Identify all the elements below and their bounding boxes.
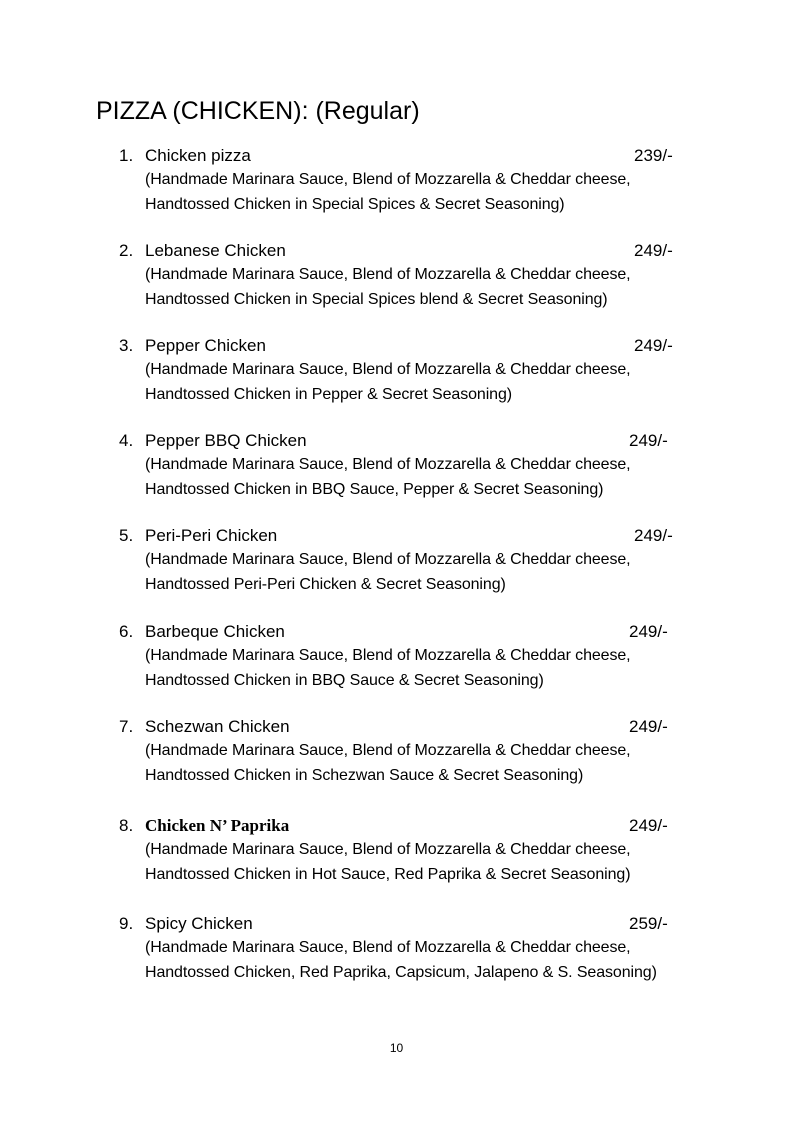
description-line: (Handmade Marinara Sauce, Blend of Mozzarella & Cheddar cheese, [145,456,631,473]
menu-item-spicy-chicken [0,913,793,988]
item-price: 239/- [634,146,673,165]
description-line: (Handmade Marinara Sauce, Blend of Mozzarella & Cheddar cheese, [145,551,631,568]
item-description [145,738,631,788]
item-number: 2. [119,241,134,260]
menu-item-chicken-n-paprika [0,815,793,890]
item-name: Chicken pizza [145,146,251,165]
description-line: Handtossed Peri-Peri Chicken & Secret Seasoning) [145,576,506,593]
item-name: Barbeque Chicken [145,622,285,641]
description-line: (Handmade Marinara Sauce, Blend of Mozzarella & Cheddar cheese, [145,361,631,378]
page-number: 10 [389,1041,404,1055]
item-number: 5. [119,526,134,545]
item-number: 7. [119,717,134,736]
description-line: (Handmade Marinara Sauce, Blend of Mozzarella & Cheddar cheese, [145,647,631,664]
item-price: 249/- [629,717,668,736]
description-line: (Handmade Marinara Sauce, Blend of Mozzarella & Cheddar cheese, [145,266,631,283]
item-price: 249/- [629,816,668,835]
item-name: Schezwan Chicken [145,717,290,736]
item-name: Lebanese Chicken [145,241,286,260]
menu-item-pepper-chicken [0,335,793,410]
item-price: 249/- [634,241,673,260]
item-description [145,357,631,407]
item-description [145,547,631,597]
item-price: 249/- [634,526,673,545]
description-line: Handtossed Chicken in Schezwan Sauce & Secret Seasoning) [145,767,584,784]
item-name: Pepper BBQ Chicken [145,431,307,450]
description-line: Handtossed Chicken, Red Paprika, Capsicum, Jalapeno & S. Seasoning) [145,964,657,981]
item-number: 4. [119,431,134,450]
item-number: 1. [119,146,134,165]
item-description [145,452,631,502]
item-name: Pepper Chicken [145,336,266,355]
menu-item-lebanese-chicken [0,240,793,315]
item-number: 3. [119,336,134,355]
item-price: 249/- [629,431,668,450]
menu-item-chicken-pizza [0,145,793,220]
item-description [145,935,657,985]
description-line: Handtossed Chicken in BBQ Sauce & Secret Seasoning) [145,672,544,689]
item-name: Chicken N’ Paprika [145,816,290,835]
description-line: Handtossed Chicken in BBQ Sauce, Pepper & Secret Seasoning) [145,481,604,498]
item-price: 259/- [629,914,668,933]
description-line: Handtossed Chicken in Pepper & Secret Seasoning) [145,386,512,403]
page-title: PIZZA (CHICKEN): (Regular) [96,97,420,125]
menu-item-pepper-bbq-chicken [0,430,793,505]
item-description [145,167,631,217]
item-name: Peri-Peri Chicken [145,526,278,545]
item-name: Spicy Chicken [145,914,253,933]
description-line: Handtossed Chicken in Hot Sauce, Red Paprika & Secret Seasoning) [145,866,631,883]
description-line: (Handmade Marinara Sauce, Blend of Mozzarella & Cheddar cheese, [145,841,631,858]
item-price: 249/- [634,336,673,355]
menu-item-barbeque-chicken [0,621,793,696]
description-line: (Handmade Marinara Sauce, Blend of Mozzarella & Cheddar cheese, [145,742,631,759]
item-number: 9. [119,914,134,933]
menu-item-peri-peri-chicken [0,525,793,600]
description-line: Handtossed Chicken in Special Spices blend & Secret Seasoning) [145,291,608,308]
description-line: (Handmade Marinara Sauce, Blend of Mozzarella & Cheddar cheese, [145,171,631,188]
menu-item-schezwan-chicken [0,716,793,791]
item-description [145,837,631,887]
item-description [145,262,631,312]
item-price: 249/- [629,622,668,641]
description-line: Handtossed Chicken in Special Spices & Secret Seasoning) [145,196,565,213]
item-number: 8. [119,816,134,835]
item-number: 6. [119,622,134,641]
item-description [145,643,631,693]
description-line: (Handmade Marinara Sauce, Blend of Mozzarella & Cheddar cheese, [145,939,631,956]
